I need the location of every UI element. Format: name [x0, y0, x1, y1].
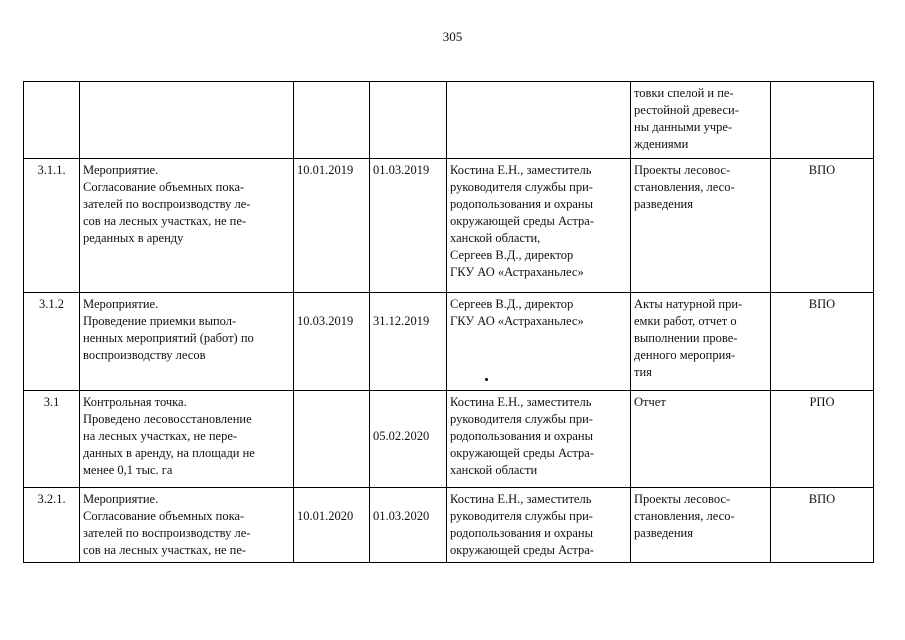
stray-dot [485, 378, 488, 381]
row-number: 3.1 [24, 391, 80, 488]
event-cell [80, 488, 294, 563]
result-cell [631, 488, 771, 563]
responsible-cell [447, 391, 631, 488]
text-line: Проведено лесовосстановление [83, 412, 252, 426]
result-type: ВПО [771, 159, 874, 293]
text-line: ны данными учре- [634, 120, 733, 134]
text-line: Костина Е.Н., заместитель [450, 395, 592, 409]
result-cell [631, 82, 771, 159]
table-row [24, 391, 874, 488]
start-date: 10.03.2019 [294, 293, 370, 391]
start-date [294, 82, 370, 159]
text-line: ждениями [634, 137, 689, 151]
result-cell [631, 293, 771, 391]
text-line: на лесных участках, не пере- [83, 429, 238, 443]
row-number: 3.1.2 [24, 293, 80, 391]
responsible-cell [447, 159, 631, 293]
result-cell [631, 159, 771, 293]
result-type: ВПО [771, 488, 874, 563]
text-line: ханской области, [450, 231, 541, 245]
text-line: реданных в аренду [83, 231, 184, 245]
text-line: Сергеев В.Д., директор [450, 297, 574, 311]
text-line: сов на лесных участках, не пе- [83, 214, 247, 228]
end-date: 01.03.2019 [370, 159, 447, 293]
event-cell: Мероприятие. Проведение приемки выпол- ненных мероприятий (работ) по воспроизводству лесов [80, 293, 294, 391]
responsible-cell [447, 82, 631, 159]
text-line: рестойной древеси- [634, 103, 739, 117]
text-line: Согласование объемных пока- [83, 180, 245, 194]
text-line: Костина Е.Н., заместитель [450, 492, 592, 506]
text-line: данных в аренду, на площади не [83, 446, 255, 460]
end-date: 01.03.2020 [370, 488, 447, 563]
event-cell [80, 82, 294, 159]
text-line: окружающей среды Астра- [450, 214, 594, 228]
text-line: окружающей среды Астра- [450, 446, 594, 460]
table-row [24, 488, 874, 563]
text-line: емки работ, отчет о [634, 314, 737, 328]
text-line: Контрольная точка. [83, 395, 187, 409]
text-line: Проекты лесовос- [634, 492, 731, 506]
text-line: окружающей среды Астра- [450, 543, 594, 557]
start-date: 10.01.2020 [294, 488, 370, 563]
result-type: ВПО [771, 293, 874, 391]
text-line: зателей по воспроизводству ле- [83, 197, 251, 211]
text-line: ГКУ АО «Астраханьлес» [450, 265, 584, 279]
text-line: Мероприятие. [83, 163, 159, 177]
text-line: ханской области [450, 463, 538, 477]
text-line: зателей по воспроизводству ле- [83, 526, 251, 540]
text-line: руководителя службы при- [450, 180, 593, 194]
text-line: разведения [634, 526, 693, 540]
plan-table [23, 81, 874, 563]
text-line: Проекты лесовос- [634, 163, 731, 177]
text-line: товки спелой и пе- [634, 86, 734, 100]
event-cell [80, 391, 294, 488]
responsible-cell [447, 488, 631, 563]
text-line: тия [634, 365, 652, 379]
text-line: руководителя службы при- [450, 412, 593, 426]
table-row [24, 293, 874, 391]
text-line: Сергеев В.Д., директор [450, 248, 574, 262]
result-type: РПО [771, 391, 874, 488]
text-line: руководителя службы при- [450, 509, 593, 523]
result-type [771, 82, 874, 159]
text-line: родопользования и охраны [450, 429, 594, 443]
start-date: 10.01.2019 [294, 159, 370, 293]
table-row [24, 82, 874, 159]
result-cell [631, 391, 771, 488]
text-line: разведения [634, 197, 693, 211]
row-number: 3.1.1. [24, 159, 80, 293]
start-date [294, 391, 370, 488]
end-date: 31.12.2019 [370, 293, 447, 391]
text-line: Акты натурной при- [634, 297, 743, 311]
text-line: Отчет [634, 395, 666, 409]
text-line: становления, лесо- [634, 509, 735, 523]
event-cell [80, 159, 294, 293]
table-row [24, 159, 874, 293]
text-line: менее 0,1 тыс. га [83, 463, 173, 477]
responsible-cell [447, 293, 631, 391]
text-line: Согласование объемных пока- [83, 509, 245, 523]
row-number: 3.2.1. [24, 488, 80, 563]
text-line: родопользования и охраны [450, 526, 594, 540]
row-number [24, 82, 80, 159]
page-number: 305 [442, 29, 463, 44]
text-line: становления, лесо- [634, 180, 735, 194]
text-line: сов на лесных участках, не пе- [83, 543, 247, 557]
text-line: Костина Е.Н., заместитель [450, 163, 592, 177]
text-line: родопользования и охраны [450, 197, 594, 211]
text-line: выполнении прове- [634, 331, 738, 345]
end-date [370, 82, 447, 159]
text-line: Мероприятие. [83, 492, 159, 506]
text-line: ГКУ АО «Астраханьлес» [450, 314, 584, 328]
text-line: денного мероприя- [634, 348, 736, 362]
end-date: 05.02.2020 [370, 391, 447, 488]
